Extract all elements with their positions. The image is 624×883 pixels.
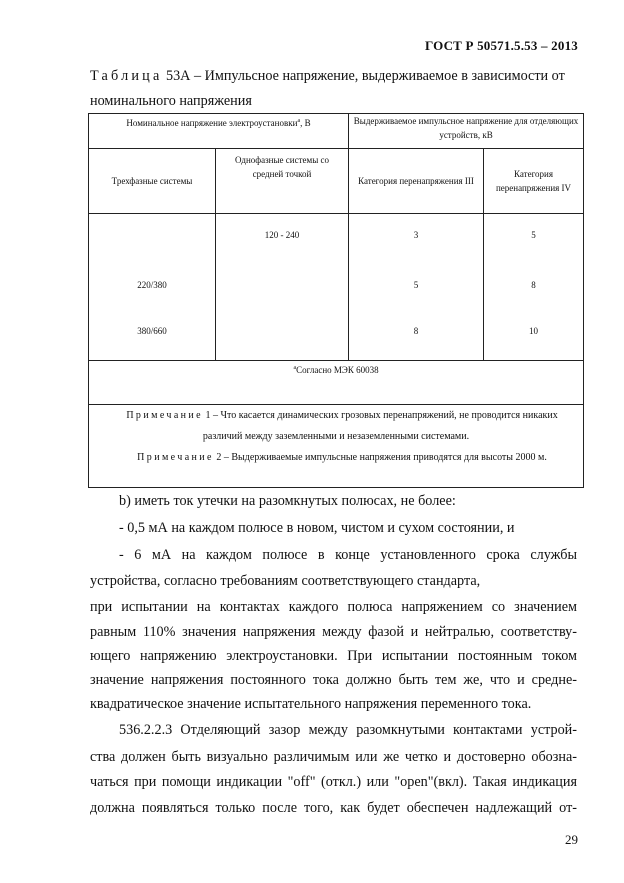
table-cell: 5 <box>413 280 419 290</box>
body-line: должна появляться только после того, как будет обеспечен надлежащий от- <box>90 800 577 816</box>
table-caption <box>90 67 565 85</box>
note-2: Примечание 2 – Выдерживаемые импульсные напряжения приводятся для высоты 2000 м. <box>137 452 547 463</box>
col-category-4-values <box>484 214 584 361</box>
table-notes-row <box>89 405 584 488</box>
header-three-phase: Трехфазные системы <box>89 149 216 214</box>
header-category-4: Категория перенапряжения IV <box>484 149 584 214</box>
body-line: 536.2.2.3 Отделяющий зазор между разомкнутыми контактами устрой- <box>119 722 577 738</box>
body-line: b) иметь ток утечки на разомкнутых полюсах, не более: <box>119 493 456 509</box>
table-footnote-row <box>89 361 584 405</box>
body-line: - 0,5 мА на каждом полюсе в новом, чистом и сухом состоянии, и <box>119 520 515 536</box>
table-cell: 380/660 <box>137 326 167 336</box>
body-line: устройства, согласно требованиям соответствующего стандарта, <box>90 573 481 589</box>
col-three-phase-values <box>89 214 216 361</box>
header-impulse-voltage: Выдерживаемое импульсное напряжение для отделяющих устройств, кВ <box>349 114 584 149</box>
body-line: чаться при помощи индикации "off" (откл.) или "open"(вкл). Такая индикация <box>90 774 577 790</box>
table-header-row <box>89 114 584 149</box>
body-line: ющего напряжению электроустановки. При испытании постоянным током <box>90 648 577 664</box>
col-single-phase-values <box>216 214 349 361</box>
table-cell: 3 <box>413 230 419 240</box>
body-line: ства должен быть визуально различимым или же четко и достоверно обозна- <box>90 749 577 765</box>
table-cell: 220/380 <box>137 280 167 290</box>
table-subheader-row <box>89 149 584 214</box>
body-line: - 6 мА на каждом полюсе в конце установленного срока службы <box>119 547 577 563</box>
header-single-phase: Однофазные системы со средней точкой <box>216 149 349 214</box>
table-notes <box>89 405 584 488</box>
voltage-table <box>88 113 584 488</box>
table-cell: 8 <box>413 326 419 336</box>
table-data-row <box>89 214 584 361</box>
table-cell: 120 - 240 <box>264 230 300 240</box>
table-caption-label: Таблица <box>90 68 163 84</box>
note-1-continued: различий между заземленными и незаземленными системами. <box>202 431 470 442</box>
note-1: Примечание 1 – Что касается динамических грозовых перенапряжений, не проводится никаких <box>126 410 558 421</box>
table-cell: 5 <box>531 230 536 240</box>
body-line: при испытании на контактах каждого полюса напряжением со значением <box>90 599 577 615</box>
page-number: 29 <box>565 832 578 847</box>
col-category-3-values <box>349 214 484 361</box>
document-header: ГОСТ Р 50571.5.53 – 2013 <box>424 38 578 53</box>
body-line: значение напряжения постоянного тока должно быть тем же, что и средне- <box>90 672 577 688</box>
header-nominal-voltage: Номинальное напряжение электроустановки$^а$, В <box>89 114 349 149</box>
table-cell: 10 <box>529 326 539 336</box>
table-cell: 8 <box>531 280 536 290</box>
body-line: равным 110% значения напряжения между фазой и нейтралью, соответству- <box>90 624 577 640</box>
table-caption-title: 53А – Импульсное напряжение, выдерживаемое в зависимости от <box>165 68 565 84</box>
table-caption-continued: номинального напряжения <box>90 93 252 109</box>
body-line: квадратическое значение испытательного напряжения переменного тока. <box>90 696 532 712</box>
header-category-3: Категория перенапряжения III <box>349 149 484 214</box>
table-footnote: $^а$Согласно МЭК 60038 <box>89 361 584 405</box>
